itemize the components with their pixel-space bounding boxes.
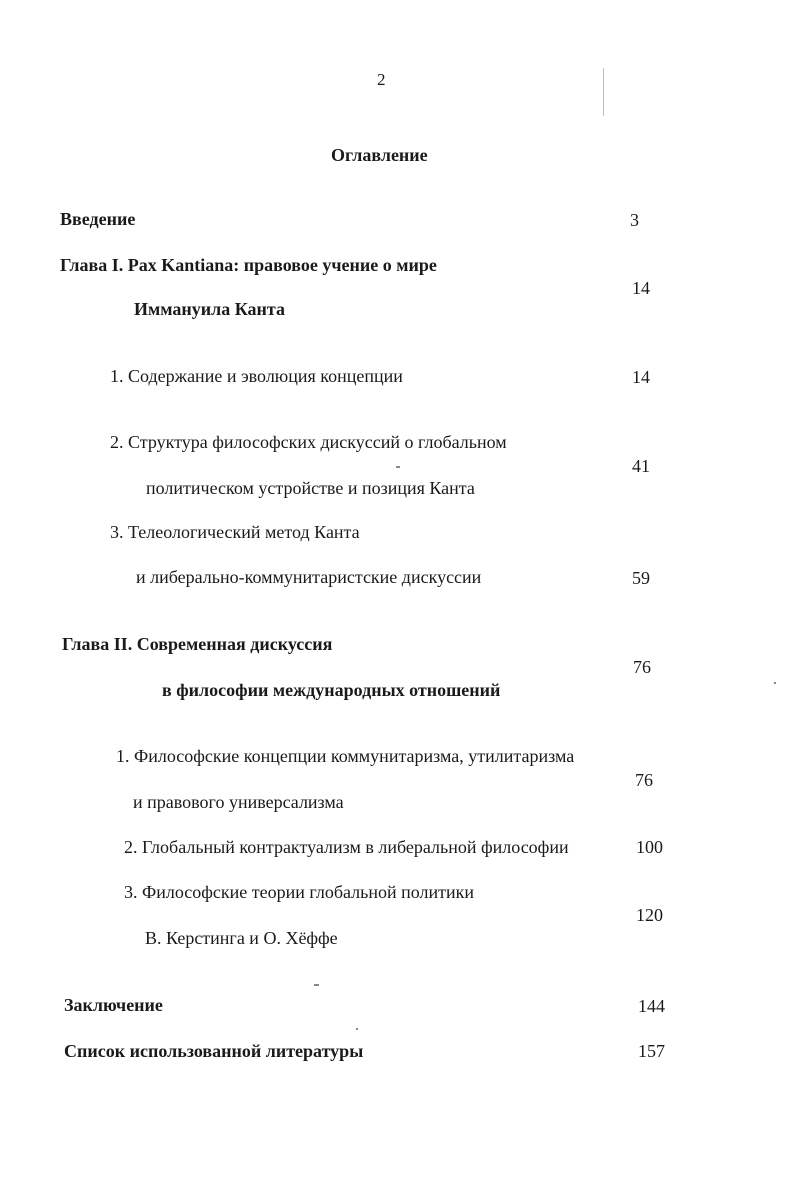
toc-conclusion-label: Заключение — [64, 995, 163, 1015]
toc-section-1-1-title: 1. Содержание и эволюция концепции — [110, 366, 403, 386]
scan-mark — [356, 1028, 358, 1030]
toc-section-2-1-page: 76 — [635, 770, 653, 790]
toc-chapter2-title-line2: в философии международных отношений — [162, 680, 501, 700]
scan-mark — [603, 68, 604, 116]
toc-intro-label: Введение — [60, 209, 136, 229]
scan-mark — [396, 466, 400, 468]
toc-chapter1-title-line2: Иммануила Канта — [134, 299, 285, 319]
toc-section-2-3-title-line1: 3. Философские теории глобальной политики — [124, 882, 475, 902]
toc-section-2-1-title-line2: и правового универсализма — [133, 792, 344, 812]
scan-mark — [774, 682, 776, 684]
toc-bibliography-label: Список использованной литературы — [64, 1041, 364, 1061]
toc-chapter1-page: 14 — [632, 278, 650, 298]
toc-section-2-2-title: 2. Глобальный контрактуализм в либеральной философии — [124, 837, 569, 857]
toc-section-1-3-title-line1: 3. Телеологический метод Канта — [110, 522, 360, 542]
toc-section-2-3-title-line2: В. Керстинга и О. Хёффе — [145, 928, 338, 948]
toc-section-1-3-page: 59 — [632, 568, 650, 588]
toc-chapter2-title-line1: Глава II. Современная дискуссия — [62, 634, 333, 654]
scan-mark — [314, 984, 319, 986]
toc-section-1-2-title-line1: 2. Структура философских дискуссий о глобальном — [110, 432, 507, 452]
toc-conclusion-page: 144 — [638, 996, 665, 1016]
page-title: Оглавление — [331, 145, 428, 165]
toc-section-1-1-page: 14 — [632, 367, 650, 387]
toc-bibliography-page: 157 — [638, 1041, 665, 1061]
toc-section-1-3-title-line2: и либерально-коммунитаристские дискуссии — [136, 567, 482, 587]
toc-chapter2-page: 76 — [633, 657, 651, 677]
page-number: 2 — [377, 70, 386, 89]
toc-section-1-2-page: 41 — [632, 456, 650, 476]
toc-section-2-3-page: 120 — [636, 905, 663, 925]
toc-chapter1-title-line1: Глава I. Pax Kantiana: правовое учение о мире — [60, 255, 437, 275]
toc-section-2-2-page: 100 — [636, 837, 663, 857]
toc-intro-page: 3 — [630, 210, 639, 230]
toc-section-1-2-title-line2: политическом устройстве и позиция Канта — [146, 478, 475, 498]
toc-section-2-1-title-line1: 1. Философские концепции коммунитаризма, утилитаризма — [116, 746, 575, 766]
